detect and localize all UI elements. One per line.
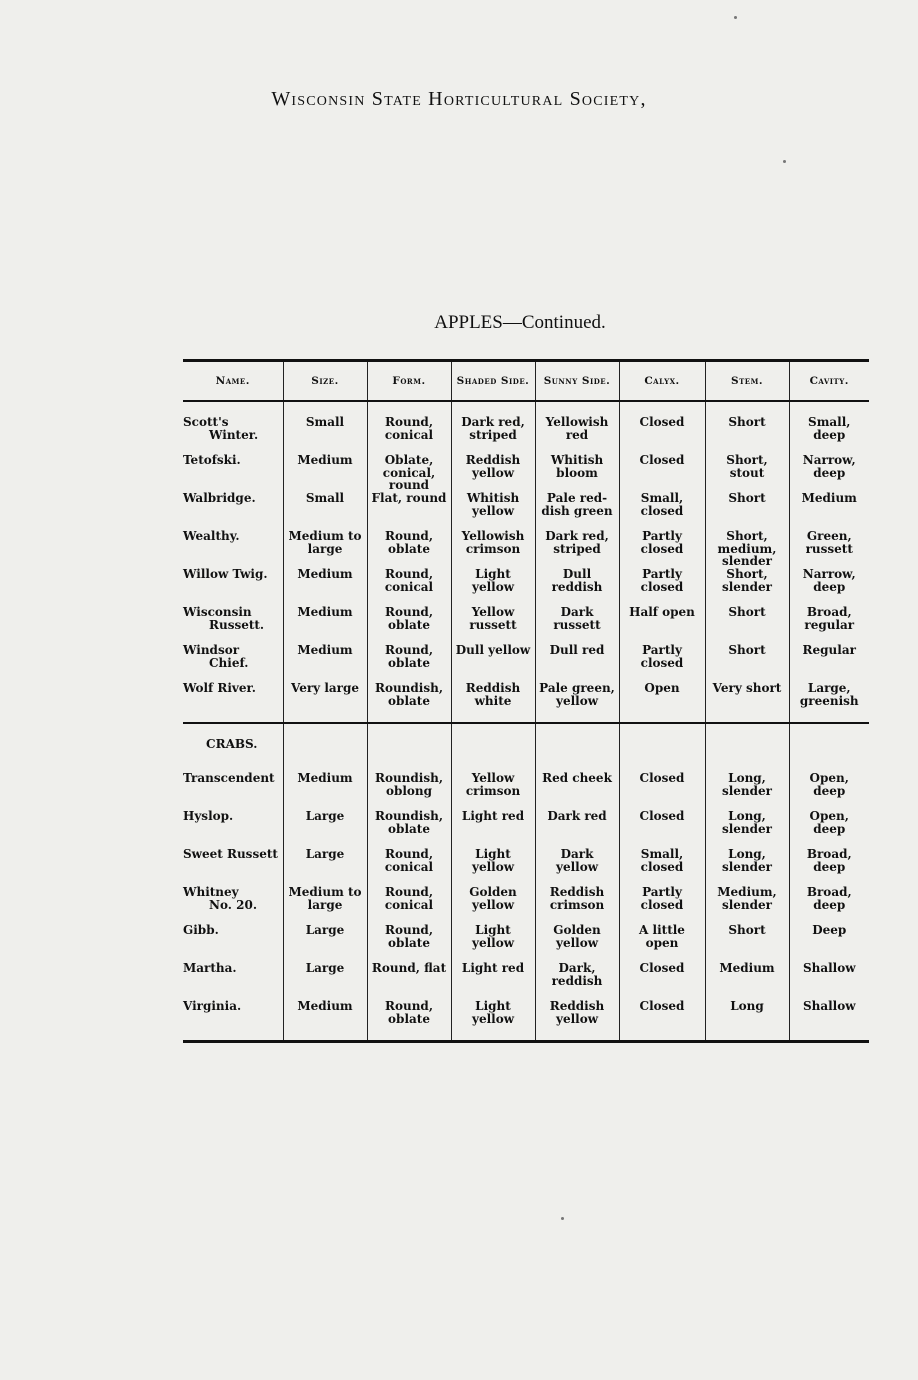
variety-name-cell [183,568,283,606]
calyx-cell: Closed [619,454,705,492]
form-cell: Round, conical [367,886,451,924]
variety-name-cell [183,606,283,644]
sunny-side-cell: Dull reddish [535,568,619,606]
calyx-cell: Closed [619,401,705,454]
col-header-shaded-side: Shaded Side. [451,361,535,402]
sunny-side-cell: Red cheek [535,758,619,810]
col-header-sunny-side: Sunny Side. [535,361,619,402]
shaded-side-cell: Light yellow [451,924,535,962]
size-cell: Large [283,924,367,962]
form-cell: Roundish, oblate [367,810,451,848]
variety-name-line: Walbridge. [183,491,256,505]
variety-name-line: Wisconsin [183,605,252,619]
size-cell: Medium [283,606,367,644]
table-title: APPLES—Continued. [434,312,606,333]
paper-speck [734,16,737,19]
stem-cell: Short, stout [705,454,789,492]
variety-name-line: Tetofski. [183,453,241,467]
shaded-side-cell: Reddish yellow [451,454,535,492]
cavity-cell: Narrow, deep [789,454,869,492]
form-cell: Oblate, conical, round [367,454,451,492]
cavity-cell: Shallow [789,1000,869,1040]
form-cell: Flat, round [367,492,451,530]
variety-name-cell [183,758,283,810]
variety-name-line: Scott's [183,415,229,429]
calyx-cell: Small, closed [619,848,705,886]
form-cell: Round, oblate [367,924,451,962]
variety-name-cell [183,492,283,530]
sunny-side-cell: Whitish bloom [535,454,619,492]
cavity-cell: Open, deep [789,810,869,848]
size-cell: Small [283,492,367,530]
stem-cell: Medium [705,962,789,1000]
crabs-section-row [183,723,869,758]
crabs-heading-body [183,723,869,758]
shaded-side-cell: Whitish yellow [451,492,535,530]
calyx-cell: Closed [619,1000,705,1040]
sunny-side-cell: Dark red [535,810,619,848]
form-cell: Round, conical [367,568,451,606]
table-row [183,606,869,644]
size-cell: Medium [283,568,367,606]
calyx-cell: Half open [619,606,705,644]
table-row [183,758,869,810]
calyx-cell: Closed [619,758,705,810]
paper-speck [561,1217,564,1220]
col-header-stem: Stem. [705,361,789,402]
table-row [183,924,869,962]
cavity-cell: Shallow [789,962,869,1000]
variety-name-line: Willow Twig. [183,567,268,581]
calyx-cell: Partly closed [619,886,705,924]
table-row [183,848,869,886]
size-cell: Large [283,848,367,886]
sunny-side-cell: Yellowish red [535,401,619,454]
form-cell: Round, oblate [367,644,451,682]
stem-cell: Short [705,924,789,962]
variety-name-line: Hyslop. [183,809,234,823]
calyx-cell: Open [619,682,705,723]
variety-name-cell [183,962,283,1000]
variety-name-cell [183,644,283,682]
form-cell: Round, oblate [367,530,451,568]
shaded-side-cell: Dull yellow [451,644,535,682]
cavity-cell: Large, greenish [789,682,869,723]
variety-name-line: No. 20. [209,897,257,912]
size-cell: Medium [283,758,367,810]
table-row [183,454,869,492]
calyx-cell: Small, closed [619,492,705,530]
variety-name-cell [183,401,283,454]
sunny-side-cell: Dark, reddish [535,962,619,1000]
shaded-side-cell: Golden yellow [451,886,535,924]
form-cell: Roundish, oblong [367,758,451,810]
size-cell: Medium [283,644,367,682]
cavity-cell: Green, russett [789,530,869,568]
calyx-cell: Closed [619,962,705,1000]
cavity-cell: Small, deep [789,401,869,454]
variety-name-cell [183,886,283,924]
apples-body [183,401,869,723]
cavity-cell: Regular [789,644,869,682]
variety-name-line: Chief. [209,655,249,670]
cavity-cell: Open, deep [789,758,869,810]
variety-name-line: Gibb. [183,923,219,937]
size-cell: Very large [283,682,367,723]
table-row [183,568,869,606]
form-cell: Round, oblate [367,606,451,644]
variety-name-cell [183,682,283,723]
stem-cell: Short, medium, slender [705,530,789,568]
size-cell: Large [283,810,367,848]
table-row [183,492,869,530]
form-cell: Round, flat [367,962,451,1000]
shaded-side-cell: Yellow crimson [451,758,535,810]
stem-cell: Short [705,492,789,530]
form-cell: Round, conical [367,848,451,886]
variety-name-cell [183,454,283,492]
col-header-size: Size. [283,361,367,402]
form-cell: Round, oblate [367,1000,451,1040]
variety-name-cell [183,848,283,886]
calyx-cell: Partly closed [619,530,705,568]
form-cell: Roundish, oblate [367,682,451,723]
calyx-cell: A little open [619,924,705,962]
variety-name-cell [183,924,283,962]
variety-name-line: Transcendent [183,771,275,785]
table-row [183,530,869,568]
sunny-side-cell: Reddish crimson [535,886,619,924]
stem-cell: Short [705,644,789,682]
crabs-heading: CRABS. [183,723,283,758]
stem-cell: Short [705,401,789,454]
size-cell: Large [283,962,367,1000]
calyx-cell: Closed [619,810,705,848]
variety-name-cell [183,810,283,848]
cavity-cell: Broad, deep [789,886,869,924]
stem-cell: Long, slender [705,758,789,810]
variety-name-cell [183,1000,283,1040]
sunny-side-cell: Golden yellow [535,924,619,962]
sunny-side-cell: Pale green, yellow [535,682,619,723]
fruit-table [183,359,869,1040]
stem-cell: Long, slender [705,848,789,886]
cavity-cell: Deep [789,924,869,962]
shaded-side-cell: Light yellow [451,568,535,606]
shaded-side-cell: Light red [451,962,535,1000]
variety-name-line: Virginia. [183,999,242,1013]
shaded-side-cell: Light red [451,810,535,848]
sunny-side-cell: Dark yellow [535,848,619,886]
stem-cell: Short [705,606,789,644]
col-header-cavity: Cavity. [789,361,869,402]
variety-name-line: Winter. [209,427,259,442]
calyx-cell: Partly closed [619,644,705,682]
size-cell: Medium to large [283,530,367,568]
table-row [183,644,869,682]
shaded-side-cell: Reddish white [451,682,535,723]
shaded-side-cell: Yellow russett [451,606,535,644]
variety-name-line: Wolf River. [183,681,256,695]
crabs-body [183,758,869,1040]
calyx-cell: Partly closed [619,568,705,606]
sunny-side-cell: Dark red, striped [535,530,619,568]
stem-cell: Medium, slender [705,886,789,924]
shaded-side-cell: Light yellow [451,1000,535,1040]
table-row [183,1000,869,1040]
variety-name-line: Sweet Russett [183,847,278,861]
variety-name-line: Wealthy. [183,529,240,543]
form-cell: Round, conical [367,401,451,454]
table-row [183,682,869,723]
stem-cell: Very short [705,682,789,723]
paper-speck [783,160,786,163]
table-row [183,810,869,848]
col-header-calyx: Calyx. [619,361,705,402]
stem-cell: Long [705,1000,789,1040]
variety-name-cell [183,530,283,568]
cavity-cell: Broad, regular [789,606,869,644]
cavity-cell: Broad, deep [789,848,869,886]
size-cell: Medium [283,1000,367,1040]
table-row [183,401,869,454]
size-cell: Medium to large [283,886,367,924]
size-cell: Small [283,401,367,454]
col-header-form: Form. [367,361,451,402]
cavity-cell: Medium [789,492,869,530]
col-header-name: Name. [183,361,283,402]
sunny-side-cell: Pale red- dish green [535,492,619,530]
fruit-table-container [183,359,869,1043]
variety-name-line: Windsor [183,643,240,657]
variety-name-line: Martha. [183,961,237,975]
shaded-side-cell: Dark red, striped [451,401,535,454]
sunny-side-cell: Dull red [535,644,619,682]
sunny-side-cell: Reddish yellow [535,1000,619,1040]
stem-cell: Short, slender [705,568,789,606]
variety-name-line: Whitney [183,885,239,899]
table-row [183,886,869,924]
size-cell: Medium [283,454,367,492]
cavity-cell: Narrow, deep [789,568,869,606]
table-row [183,962,869,1000]
shaded-side-cell: Yellowish crimson [451,530,535,568]
header-row [183,361,869,402]
sunny-side-cell: Dark russett [535,606,619,644]
shaded-side-cell: Light yellow [451,848,535,886]
variety-name-line: Russett. [209,617,265,632]
stem-cell: Long, slender [705,810,789,848]
bottom-rule [183,1040,869,1043]
running-head: Wisconsin State Horticultural Society, [271,88,647,110]
